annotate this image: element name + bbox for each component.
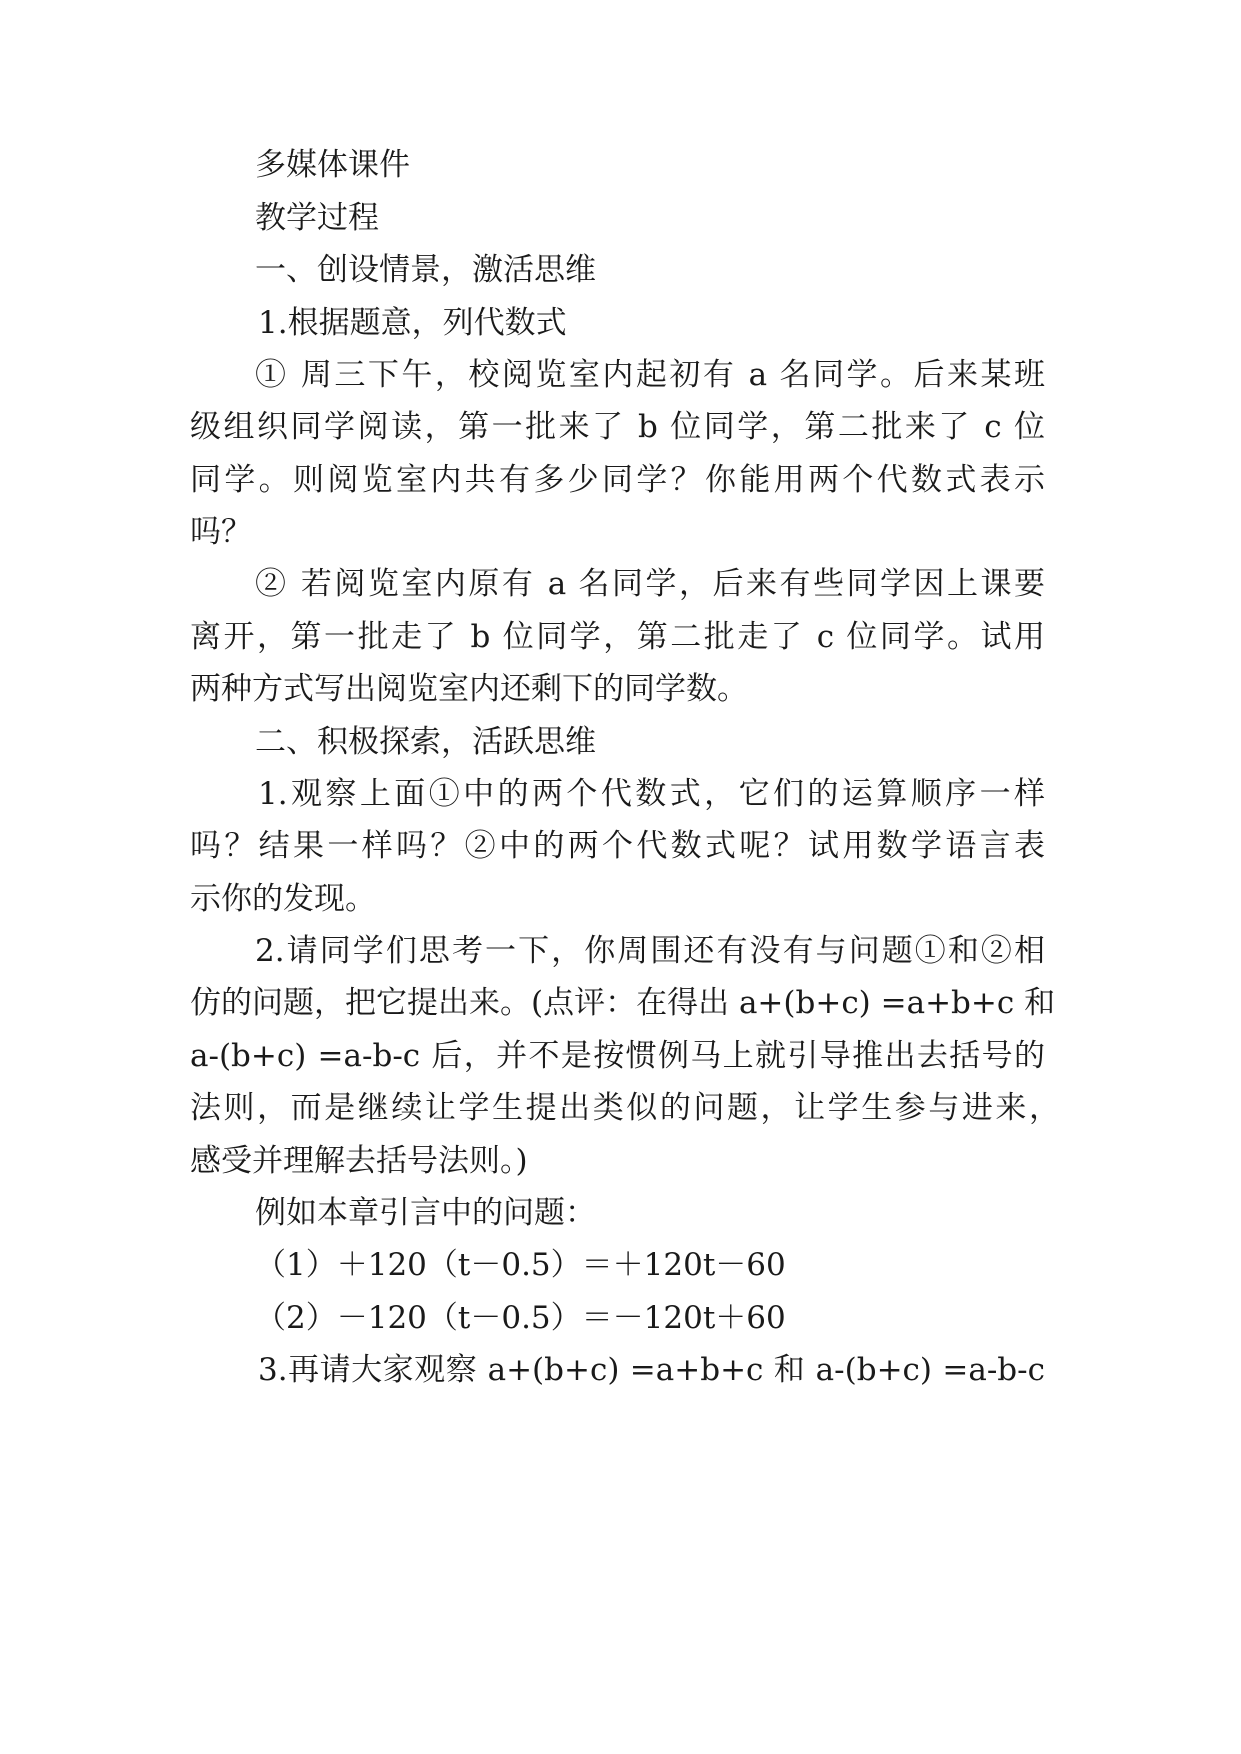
paragraph-line: ② 若阅览室内原有 a 名同学，后来有些同学因上课要	[255, 566, 1045, 602]
paragraph-line: ① 周三下午，校阅览室内起初有 a 名同学。后来某班	[255, 357, 1045, 393]
paragraph-line: 1.观察上面①中的两个代数式，它们的运算顺序一样	[258, 776, 1045, 812]
paragraph-line: a-(b+c) =a-b-c 后，并不是按惯例马上就引导推出去括号的	[190, 1038, 1045, 1074]
heading-multimedia: 多媒体课件	[255, 147, 410, 183]
section-heading-2: 二、积极探索，活跃思维	[255, 724, 596, 760]
example-intro: 例如本章引言中的问题：	[255, 1195, 596, 1231]
paragraph-line: 两种方式写出阅览室内还剩下的同学数。	[190, 671, 748, 707]
equation-2: （2）－120（t－0.5）＝－120t＋60	[255, 1300, 786, 1336]
paragraph-line: 仿的问题，把它提出来。(点评：在得出 a+(b+c) =a+b+c 和	[190, 985, 1056, 1021]
paragraph-line: 吗？结果一样吗？②中的两个代数式呢？试用数学语言表	[190, 828, 1045, 864]
paragraph-line: 2.请同学们思考一下，你周围还有没有与问题①和②相	[255, 933, 1045, 969]
paragraph-line: 法则，而是继续让学生提出类似的问题，让学生参与进来，	[190, 1090, 1060, 1126]
subheading-1-1: 1.根据题意，列代数式	[258, 305, 567, 341]
paragraph-line: 感受并理解去括号法则。)	[190, 1143, 528, 1179]
heading-teaching-process: 教学过程	[255, 200, 379, 236]
paragraph-line: 同学。则阅览室内共有多少同学？你能用两个代数式表示	[190, 462, 1045, 498]
paragraph-line: 吗？	[190, 514, 252, 550]
paragraph-line: 3.再请大家观察 a+(b+c) =a+b+c 和 a-(b+c) =a-b-c	[258, 1352, 1045, 1388]
paragraph-line: 离开，第一批走了 b 位同学，第二批走了 c 位同学。试用	[190, 619, 1045, 655]
paragraph-line: 示你的发现。	[190, 881, 376, 917]
equation-1: （1）＋120（t－0.5）＝＋120t－60	[255, 1247, 786, 1283]
paragraph-line: 级组织同学阅读，第一批来了 b 位同学，第二批来了 c 位	[190, 409, 1045, 445]
section-heading-1: 一、创设情景，激活思维	[255, 252, 596, 288]
